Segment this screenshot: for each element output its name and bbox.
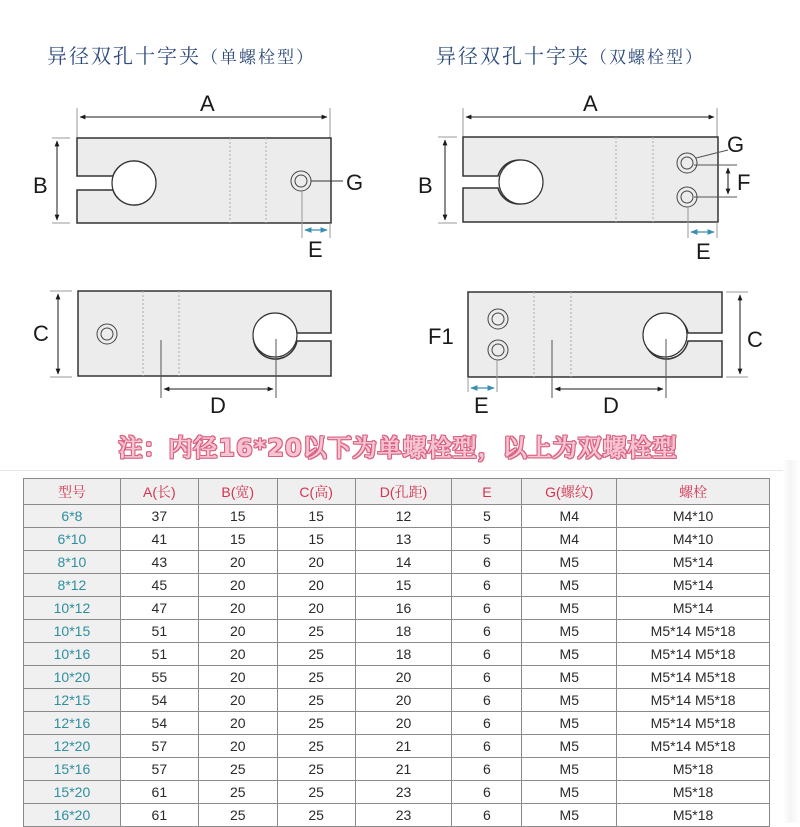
page-edge xyxy=(783,460,800,823)
title-variant: （双螺栓型） xyxy=(590,48,704,68)
single-bolt-side-view xyxy=(33,291,331,418)
cell-g: M5 xyxy=(522,735,617,758)
header-c-height: C(高) xyxy=(277,479,355,505)
dim-label-f1: F1 xyxy=(428,324,454,349)
cell-b: 20 xyxy=(198,666,277,689)
cell-bolt: M5*14 M5*18 xyxy=(617,643,770,666)
cell-c: 15 xyxy=(277,505,355,528)
cell-d: 23 xyxy=(355,804,452,827)
size-note: 注：内径16*20以下为单螺栓型，以上为双螺栓型 xyxy=(118,434,678,462)
single-bolt-top-view xyxy=(33,91,363,262)
cell-g: M4 xyxy=(522,505,617,528)
cell-c: 25 xyxy=(277,712,355,735)
cell-bolt: M5*14 xyxy=(617,551,770,574)
cell-bolt: M5*18 xyxy=(617,781,770,804)
cell-e: 6 xyxy=(452,781,522,804)
cell-b: 20 xyxy=(198,574,277,597)
cell-b: 20 xyxy=(198,735,277,758)
dim-label-e: E xyxy=(474,393,489,418)
cell-e: 5 xyxy=(452,505,522,528)
cell-g: M4 xyxy=(522,528,617,551)
cell-model: 10*12 xyxy=(24,597,121,620)
table-row xyxy=(24,643,770,666)
cell-e: 6 xyxy=(452,666,522,689)
cell-a: 47 xyxy=(120,597,198,620)
dim-label-f: F xyxy=(737,170,751,195)
cell-c: 20 xyxy=(277,574,355,597)
cell-g: M5 xyxy=(522,689,617,712)
cell-c: 25 xyxy=(277,620,355,643)
cell-g: M5 xyxy=(522,758,617,781)
cell-d: 14 xyxy=(355,551,452,574)
cell-d: 18 xyxy=(355,620,452,643)
cell-model: 12*20 xyxy=(24,735,121,758)
dim-label-a: A xyxy=(583,91,598,116)
cell-g: M5 xyxy=(522,666,617,689)
spec-table xyxy=(23,478,770,827)
cell-a: 57 xyxy=(120,735,198,758)
cell-a: 41 xyxy=(120,528,198,551)
cell-d: 15 xyxy=(355,574,452,597)
cell-bolt: M5*18 xyxy=(617,804,770,827)
cell-g: M5 xyxy=(522,781,617,804)
cell-b: 25 xyxy=(198,781,277,804)
cell-e: 6 xyxy=(452,574,522,597)
cell-a: 45 xyxy=(120,574,198,597)
cell-d: 20 xyxy=(355,689,452,712)
dim-label-b: B xyxy=(418,173,433,198)
cell-a: 61 xyxy=(120,804,198,827)
cell-b: 20 xyxy=(198,620,277,643)
header-a-length: A(长) xyxy=(120,479,198,505)
cell-bolt: M5*14 M5*18 xyxy=(617,689,770,712)
cell-bolt: M5*14 M5*18 xyxy=(617,620,770,643)
table-row xyxy=(24,597,770,620)
cell-model: 12*15 xyxy=(24,689,121,712)
cell-bolt: M5*14 xyxy=(617,574,770,597)
cell-c: 25 xyxy=(277,689,355,712)
cell-model: 10*15 xyxy=(24,620,121,643)
dim-label-g: G xyxy=(727,132,745,157)
cell-d: 16 xyxy=(355,597,452,620)
cell-e: 6 xyxy=(452,551,522,574)
double-bolt-side-view xyxy=(428,292,763,418)
cell-bolt: M5*14 M5*18 xyxy=(617,735,770,758)
cell-g: M5 xyxy=(522,804,617,827)
table-row xyxy=(24,712,770,735)
header-e: E xyxy=(452,479,522,505)
dim-label-b: B xyxy=(33,173,48,198)
double-bolt-top-view xyxy=(418,91,750,264)
cell-a: 54 xyxy=(120,712,198,735)
cell-a: 54 xyxy=(120,689,198,712)
cell-model: 8*10 xyxy=(24,551,121,574)
cell-g: M5 xyxy=(522,643,617,666)
cell-c: 25 xyxy=(277,643,355,666)
cell-g: M5 xyxy=(522,620,617,643)
header-d-hole-distance: D(孔距) xyxy=(355,479,452,505)
table-row xyxy=(24,505,770,528)
cell-bolt: M5*14 xyxy=(617,597,770,620)
dim-label-e: E xyxy=(308,237,323,262)
cell-d: 20 xyxy=(355,712,452,735)
title-main: 异径双孔十字夹 xyxy=(47,44,201,68)
cell-model: 16*20 xyxy=(24,804,121,827)
dim-label-d: D xyxy=(210,393,226,418)
cell-model: 10*16 xyxy=(24,643,121,666)
cell-model: 6*10 xyxy=(24,528,121,551)
cell-e: 6 xyxy=(452,735,522,758)
cell-e: 6 xyxy=(452,620,522,643)
divider xyxy=(0,470,800,471)
cell-model: 10*20 xyxy=(24,666,121,689)
cell-c: 15 xyxy=(277,528,355,551)
cell-g: M5 xyxy=(522,551,617,574)
cell-b: 20 xyxy=(198,643,277,666)
cell-model: 6*8 xyxy=(24,505,121,528)
cell-c: 25 xyxy=(277,758,355,781)
cell-b: 20 xyxy=(198,551,277,574)
cell-d: 12 xyxy=(355,505,452,528)
cell-bolt: M5*14 M5*18 xyxy=(617,666,770,689)
cell-a: 51 xyxy=(120,620,198,643)
cell-c: 20 xyxy=(277,551,355,574)
cell-c: 25 xyxy=(277,781,355,804)
dim-label-d: D xyxy=(603,393,619,418)
table-row xyxy=(24,781,770,804)
table-row xyxy=(24,574,770,597)
cell-e: 6 xyxy=(452,597,522,620)
cell-bolt: M5*14 M5*18 xyxy=(617,712,770,735)
cell-d: 20 xyxy=(355,666,452,689)
title-variant: （单螺栓型） xyxy=(201,48,315,68)
table-row xyxy=(24,758,770,781)
cell-bolt: M4*10 xyxy=(617,505,770,528)
cell-c: 25 xyxy=(277,804,355,827)
cell-b: 20 xyxy=(198,712,277,735)
table-row xyxy=(24,735,770,758)
header-g-thread: G(螺纹) xyxy=(522,479,617,505)
cell-d: 13 xyxy=(355,528,452,551)
dim-label-g: G xyxy=(346,170,364,195)
cell-a: 61 xyxy=(120,781,198,804)
cell-model: 15*16 xyxy=(24,758,121,781)
dim-label-c: C xyxy=(747,327,763,352)
cell-e: 5 xyxy=(452,528,522,551)
header-model: 型号 xyxy=(24,479,121,505)
cell-g: M5 xyxy=(522,574,617,597)
cell-model: 8*12 xyxy=(24,574,121,597)
table-row xyxy=(24,620,770,643)
cell-b: 25 xyxy=(198,758,277,781)
cell-a: 51 xyxy=(120,643,198,666)
table-row xyxy=(24,689,770,712)
cell-d: 21 xyxy=(355,735,452,758)
cell-e: 6 xyxy=(452,643,522,666)
cell-a: 37 xyxy=(120,505,198,528)
cell-b: 25 xyxy=(198,804,277,827)
title-main: 异径双孔十字夹 xyxy=(436,44,590,68)
cell-a: 57 xyxy=(120,758,198,781)
cell-e: 6 xyxy=(452,689,522,712)
cell-e: 6 xyxy=(452,804,522,827)
dim-label-a: A xyxy=(200,91,215,116)
cell-b: 20 xyxy=(198,597,277,620)
dim-label-c: C xyxy=(33,321,49,346)
cell-a: 43 xyxy=(120,551,198,574)
cell-b: 15 xyxy=(198,528,277,551)
cell-d: 23 xyxy=(355,781,452,804)
cell-bolt: M4*10 xyxy=(617,528,770,551)
table-row xyxy=(24,666,770,689)
cell-g: M5 xyxy=(522,597,617,620)
cell-c: 25 xyxy=(277,666,355,689)
table-row xyxy=(24,528,770,551)
cell-bolt: M5*18 xyxy=(617,758,770,781)
cell-e: 6 xyxy=(452,758,522,781)
table-header-row xyxy=(24,479,770,505)
cell-b: 20 xyxy=(198,689,277,712)
dim-label-e: E xyxy=(696,239,711,264)
header-bolt: 螺栓 xyxy=(617,479,770,505)
cell-e: 6 xyxy=(452,712,522,735)
header-b-width: B(宽) xyxy=(198,479,277,505)
cell-d: 18 xyxy=(355,643,452,666)
table-row xyxy=(24,804,770,827)
cell-model: 12*16 xyxy=(24,712,121,735)
cell-c: 20 xyxy=(277,597,355,620)
cell-c: 25 xyxy=(277,735,355,758)
cell-b: 15 xyxy=(198,505,277,528)
cell-g: M5 xyxy=(522,712,617,735)
cell-model: 15*20 xyxy=(24,781,121,804)
cell-a: 55 xyxy=(120,666,198,689)
table-row xyxy=(24,551,770,574)
cell-d: 21 xyxy=(355,758,452,781)
